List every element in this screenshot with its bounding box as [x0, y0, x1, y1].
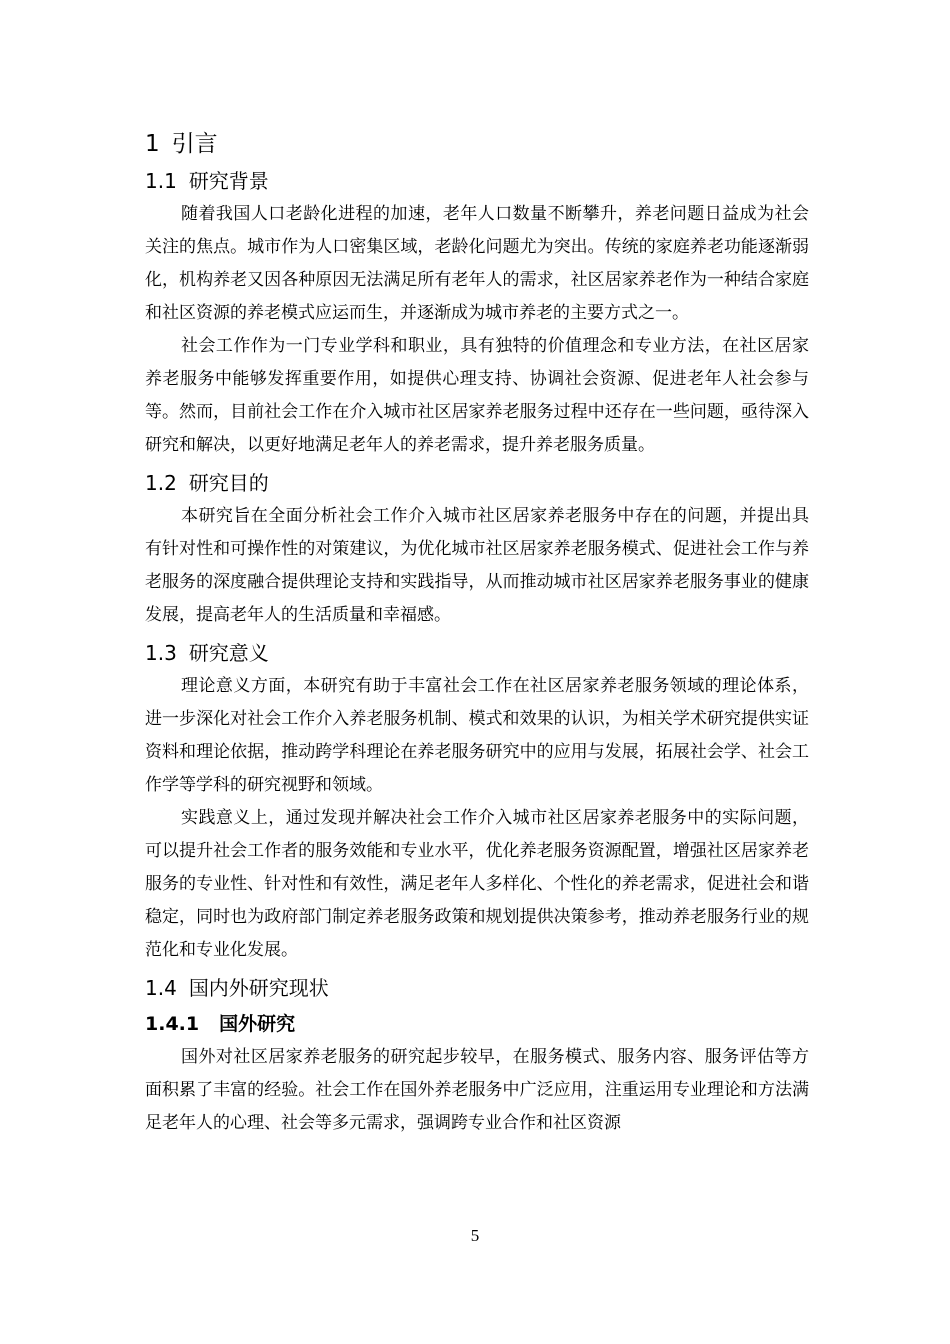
- body-paragraph: 实践意义上，通过发现并解决社会工作介入城市社区居家养老服务中的实际问题，可以提升社会工作者的服务效能和专业水平，优化养老服务资源配置，增强社区居家养老服务的专业性、针对性和有效性，满足老年人多样化、个性化的养老需求，促进社会和谐稳定，同时也为政府部门制定养老服务政策和规划提供决策参考，推动养老服务行业的规范化和专业化发展。: [145, 808, 809, 960]
- body-paragraph: 理论意义方面，本研究有助于丰富社会工作在社区居家养老服务领域的理论体系，进一步深化对社会工作介入养老服务机制、模式和效果的认识，为相关学术研究提供实证资料和理论依据，推动跨学科理论在养老服务研究中的应用与发展，拓展社会学、社会工作学等学科的研究视野和领域。: [145, 676, 809, 795]
- chapter-heading: [145, 128, 809, 160]
- section-title: 研究意义: [188, 641, 269, 665]
- section-title: 研究目的: [188, 471, 269, 495]
- body-paragraph: 国外对社区居家养老服务的研究起步较早，在服务模式、服务内容、服务评估等方面积累了丰富的经验。社会工作在国外养老服务中广泛应用，注重运用专业理论和方法满足老年人的心理、社会等多元需求，强调跨专业合作和社区资源: [145, 1047, 809, 1133]
- body-paragraph: 社会工作作为一门专业学科和职业，具有独特的价值理念和专业方法，在社区居家养老服务中能够发挥重要作用，如提供心理支持、协调社会资源、促进老年人社会参与等。然而，目前社会工作在介入城市社区居家养老服务过程中还存在一些问题，亟待深入研究和解决，以更好地满足老年人的养老需求，提升养老服务质量。: [145, 336, 809, 455]
- section-title: 研究背景: [188, 169, 269, 193]
- section-heading: [145, 638, 809, 668]
- subsection-title: 国外研究: [219, 1013, 296, 1035]
- chapter-number: 1: [145, 131, 160, 157]
- chapter-title: 引言: [171, 131, 218, 157]
- body-paragraph: 本研究旨在全面分析社会工作介入城市社区居家养老服务中存在的问题，并提出具有针对性和可操作性的对策建议，为优化城市社区居家养老服务模式、促进社会工作与养老服务的深度融合提供理论支持和实践指导，从而推动城市社区居家养老服务事业的健康发展，提高老年人的生活质量和幸福感。: [145, 506, 809, 625]
- section-number: 1.2: [145, 471, 177, 495]
- section-heading: [145, 973, 809, 1003]
- section-number: 1.3: [145, 641, 177, 665]
- section-research-purpose: [145, 468, 809, 632]
- section-research-status: [145, 973, 809, 1140]
- section-number: 1.1: [145, 169, 177, 193]
- subsection-heading: [145, 1009, 809, 1039]
- section-research-background: [145, 166, 809, 462]
- subsection-number: 1.4.1: [145, 1013, 200, 1035]
- section-number: 1.4: [145, 976, 177, 1000]
- section-heading: [145, 166, 809, 196]
- page-body: [145, 128, 809, 1146]
- page-number: 5: [470, 1226, 480, 1245]
- section-heading: [145, 468, 809, 498]
- section-title: 国内外研究现状: [188, 976, 329, 1000]
- section-research-significance: [145, 638, 809, 967]
- body-paragraph: 随着我国人口老龄化进程的加速，老年人口数量不断攀升，养老问题日益成为社会关注的焦点。城市作为人口密集区域，老龄化问题尤为突出。传统的家庭养老功能逐渐弱化，机构养老又因各种原因无法满足所有老年人的需求，社区居家养老作为一种结合家庭和社区资源的养老模式应运而生，并逐渐成为城市养老的主要方式之一。: [145, 204, 809, 323]
